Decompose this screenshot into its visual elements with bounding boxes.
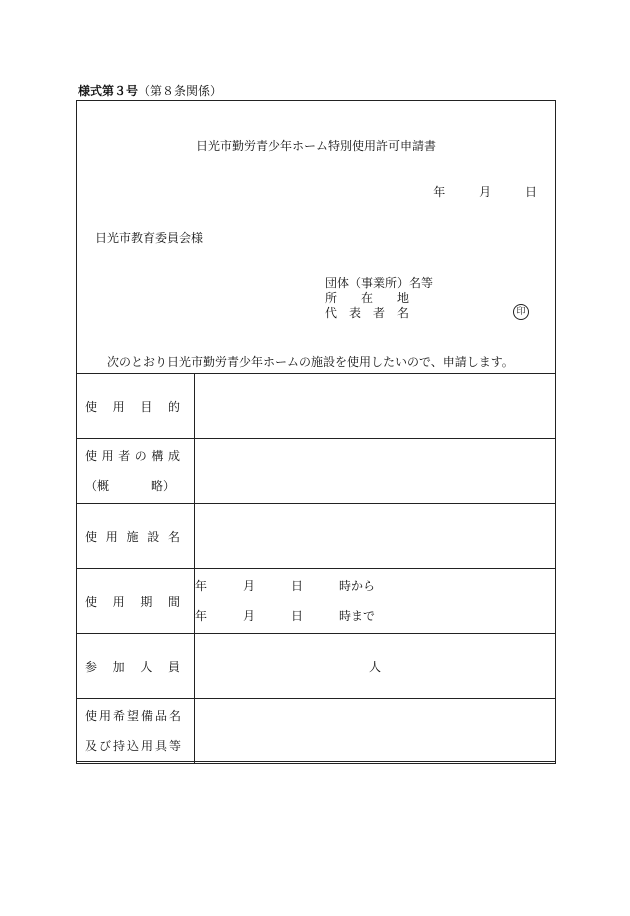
facility-label: 使 用 施 設 名 bbox=[77, 504, 195, 569]
applicant-block bbox=[325, 276, 433, 321]
period-start: 年 月 日 時から bbox=[195, 579, 376, 593]
table-row bbox=[77, 439, 556, 504]
table-row bbox=[77, 374, 556, 439]
purpose-field[interactable] bbox=[195, 374, 556, 439]
equipment-field[interactable] bbox=[195, 699, 556, 764]
application-date[interactable] bbox=[403, 183, 537, 200]
application-table bbox=[76, 373, 556, 764]
participants-field[interactable] bbox=[195, 634, 556, 699]
form-relation: （第８条関係） bbox=[138, 84, 223, 98]
date-day: 日 bbox=[524, 185, 537, 199]
facility-field[interactable] bbox=[195, 504, 556, 569]
purpose-label: 使 用 目 的 bbox=[77, 374, 195, 439]
table-row bbox=[77, 699, 556, 764]
representative-label: 代 表 者 名 bbox=[325, 306, 410, 320]
application-statement: 次のとおり日光市勤労青少年ホームの施設を使用したいので、申請します。 bbox=[107, 355, 514, 369]
table-row bbox=[77, 634, 556, 699]
form-title: 日光市勤労青少年ホーム特別使用許可申請書 bbox=[195, 139, 436, 153]
form-number-label bbox=[78, 82, 222, 99]
table-row bbox=[77, 504, 556, 569]
address-label: 所 在 地 bbox=[325, 291, 410, 305]
period-end: 年 月 日 時まで bbox=[195, 609, 376, 623]
application-form bbox=[76, 100, 556, 762]
seal-icon: 印 bbox=[513, 304, 529, 320]
date-year: 年 bbox=[433, 185, 446, 199]
table-row bbox=[77, 569, 556, 634]
users-label: 使 用 者 の 構 成 （概 略） bbox=[77, 439, 195, 504]
form-number: 様式第３号 bbox=[78, 84, 139, 98]
period-field[interactable] bbox=[195, 569, 556, 634]
group-name-label: 団体（事業所）名等 bbox=[325, 276, 434, 290]
participants-unit: 人 bbox=[368, 659, 381, 674]
equipment-label: 使用希望備品名 及び持込用具等 bbox=[77, 699, 195, 764]
participants-label: 参 加 人 員 bbox=[77, 634, 195, 699]
period-label: 使 用 期 間 bbox=[77, 569, 195, 634]
users-field[interactable] bbox=[195, 439, 556, 504]
recipient: 日光市教育委員会様 bbox=[95, 231, 204, 245]
date-month: 月 bbox=[479, 185, 492, 199]
